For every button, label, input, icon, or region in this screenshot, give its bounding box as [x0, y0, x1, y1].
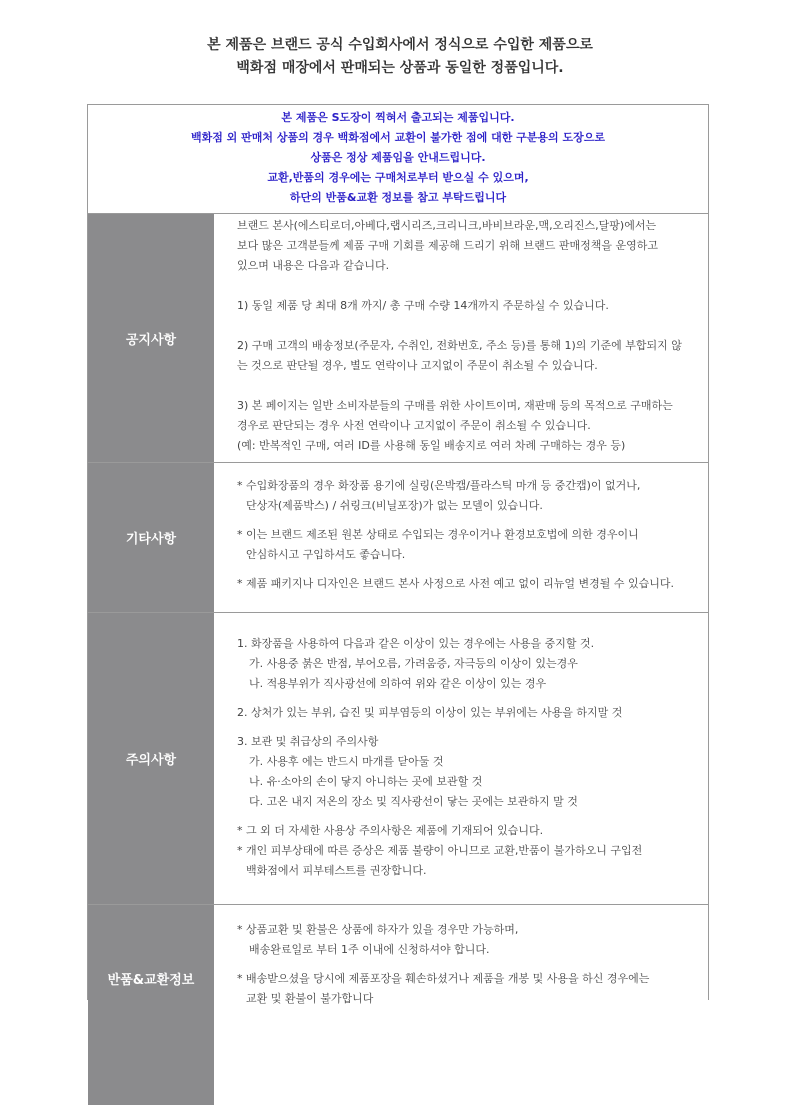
- body-line: 보다 많은 고객분들께 제품 구매 기회를 제공해 드리기 위해 브랜드 판매정책을 운영하고: [237, 239, 658, 252]
- headline-line-1: 본 제품은 브랜드 공식 수입회사에서 정식으로 수입한 제품으로: [207, 37, 593, 53]
- body-line: 가. 사용후 에는 반드시 마개를 닫아둘 것: [249, 755, 444, 768]
- body-line: 다. 고온 내지 저온의 장소 및 직사광선이 닿는 곳에는 보관하지 말 것: [249, 795, 578, 808]
- section-body: [214, 613, 708, 904]
- section-notice-info: [88, 214, 708, 463]
- body-line: (예: 반복적인 구매, 여러 ID를 사용해 동일 배송지로 여러 차례 구매하는 경우 등): [237, 439, 626, 452]
- body-line: 3. 보관 및 취급상의 주의사항: [237, 735, 379, 748]
- body-line: 2) 구매 고객의 배송정보(주문자, 수취인, 전화번호, 주소 등)를 통해 1)의 기준에 부합되지 않: [237, 339, 682, 352]
- body-line: 가. 사용중 붉은 반점, 부어오름, 가려움증, 자극등의 이상이 있는경우: [249, 657, 578, 670]
- notice-line: 본 제품은 S도장이 찍혀서 출고되는 제품입니다.: [281, 111, 515, 124]
- section-return-exchange: [88, 905, 708, 1105]
- section-body: [214, 905, 708, 1105]
- body-line: 2. 상처가 있는 부위, 습진 및 피부염등의 이상이 있는 부위에는 사용을 하지말 것: [237, 706, 623, 719]
- headline: [0, 34, 800, 80]
- stamp-notice: [88, 105, 708, 214]
- notice-line: 상품은 정상 제품임을 안내드립니다.: [310, 151, 486, 164]
- body-line: 1) 동일 제품 당 최대 8개 까지/ 총 구매 수량 14개까지 주문하실 수 있습니다.: [237, 299, 609, 312]
- body-line: 나. 유·소아의 손이 닿지 아니하는 곳에 보관할 것: [249, 775, 483, 788]
- body-line: 경우로 판단되는 경우 사전 연락이나 고지없이 주문이 취소될 수 있습니다.: [237, 419, 591, 432]
- body-line: * 개인 피부상태에 따른 증상은 제품 불량이 아니므로 교환,반품이 불가하오니 구입전: [237, 844, 643, 857]
- section-label-text: 기타사항: [125, 532, 177, 547]
- notice-line: 하단의 반품&교환 정보를 참고 부탁드립니다: [289, 191, 507, 204]
- section-label-text: 공지사항: [125, 332, 177, 348]
- section-caution: [88, 613, 708, 905]
- body-line: * 그 외 더 자세한 사용상 주의사항은 제품에 기재되어 있습니다.: [237, 824, 544, 837]
- body-line: * 제품 패키지나 디자인은 브랜드 본사 사정으로 사전 예고 없이 리뉴얼 변경될 수 있습니다.: [237, 577, 674, 590]
- section-label-text: 주의사항: [125, 753, 177, 768]
- body-line: * 수입화장품의 경우 화장품 용기에 실링(은박캡/플라스틱 마개 등 중간캡)이 없거나,: [237, 479, 641, 492]
- body-line: 3) 본 페이지는 일반 소비자분들의 구매를 위한 사이트이며, 재판매 등의 목적으로 구매하는: [237, 399, 673, 412]
- headline-line-2: 백화점 매장에서 판매되는 상품과 동일한 정품입니다.: [236, 60, 564, 76]
- body-line: * 상품교환 및 환불은 상품에 하자가 있을 경우만 가능하며,: [237, 923, 519, 936]
- body-line: * 배송받으셨을 당시에 제품포장을 훼손하셨거나 제품을 개봉 및 사용을 하신 경우에는: [237, 972, 650, 985]
- section-etc: [88, 463, 708, 613]
- body-line: 안심하시고 구입하셔도 좋습니다.: [246, 548, 406, 561]
- body-line: 있으며 내용은 다음과 같습니다.: [237, 259, 390, 272]
- section-label: [88, 613, 214, 904]
- body-line: * 이는 브랜드 제조된 원본 상태로 수입되는 경우이거나 환경보호법에 의한 경우이니: [237, 528, 639, 541]
- section-label: [88, 463, 214, 612]
- body-line: 는 것으로 판단될 경우, 별도 연락이나 고지없이 주문이 취소될 수 있습니다.: [237, 359, 598, 372]
- info-table: [87, 104, 709, 1005]
- body-line: 교환 및 환불이 불가합니다: [246, 992, 374, 1005]
- body-line: 배송완료일로 부터 1주 이내에 신청하셔야 합니다.: [249, 943, 490, 956]
- section-label: [88, 214, 214, 462]
- section-body: [214, 463, 708, 612]
- body-line: 브랜드 본사(에스티로더,아베다,랩시리즈,크리니크,바비브라운,맥,오리진스,달팡)에서는: [237, 219, 657, 232]
- section-body: [214, 214, 708, 462]
- body-line: 나. 적용부위가 직사광선에 의하여 위와 같은 이상이 있는 경우: [249, 677, 547, 690]
- section-label: [88, 905, 214, 1105]
- notice-line: 백화점 외 판매처 상품의 경우 백화점에서 교환이 불가한 점에 대한 구분용의 도장으로: [190, 131, 606, 144]
- body-line: 단상자(제품박스) / 쉬링크(비닐포장)가 없는 모델이 있습니다.: [246, 499, 543, 512]
- body-line: 백화점에서 피부테스트를 권장합니다.: [246, 864, 427, 877]
- section-label-text: 반품&교환정보: [107, 973, 195, 988]
- body-line: 1. 화장품을 사용하여 다음과 같은 이상이 있는 경우에는 사용을 중지할 것.: [237, 637, 595, 650]
- notice-line: 교환,반품의 경우에는 구매처로부터 받으실 수 있으며,: [267, 171, 529, 184]
